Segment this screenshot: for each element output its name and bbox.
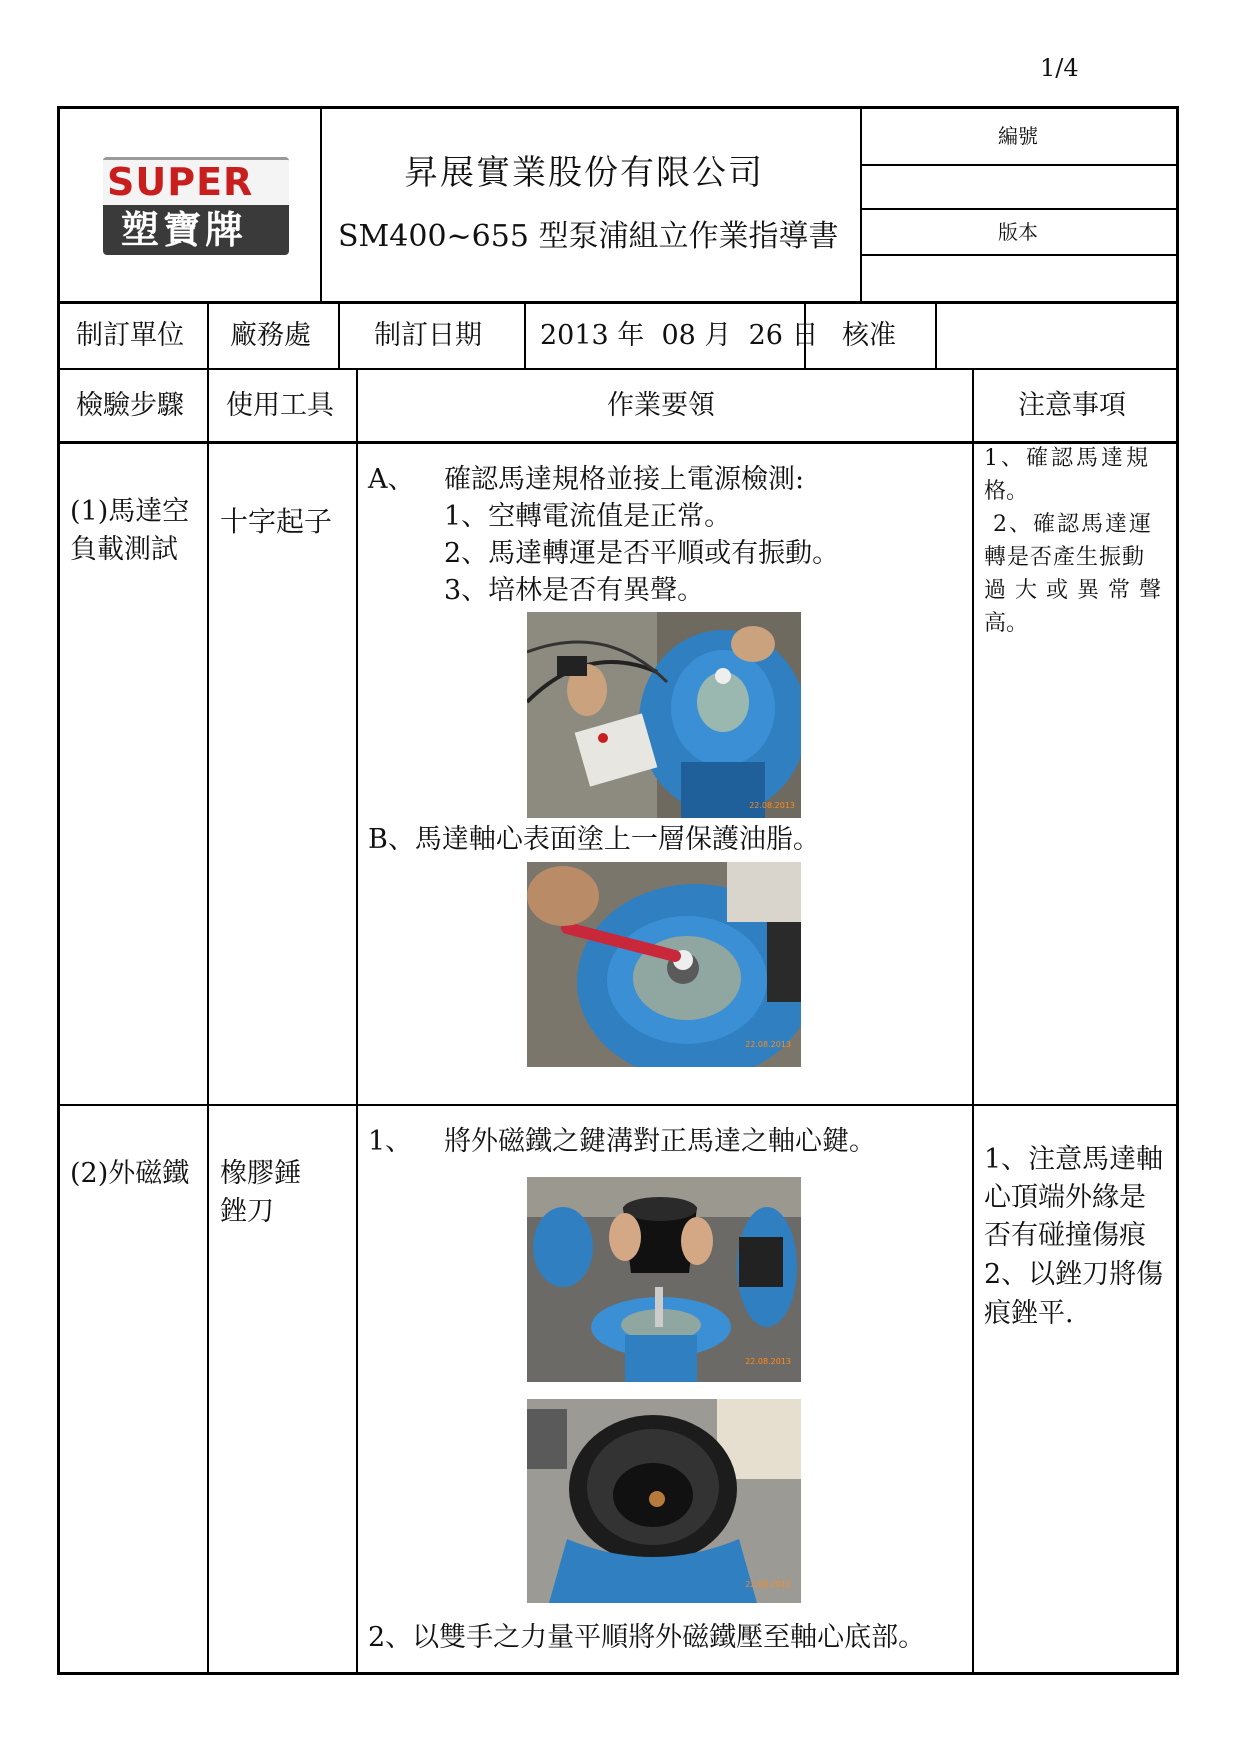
document-title: SM400~655 型泵浦組立作業指導書 [338,219,839,254]
unit-value: 廠務處 [230,320,311,351]
photo-date-stamp: 22.08.2013 [749,801,795,810]
row1-note-5: 過大或異常聲 [984,578,1171,603]
row1-a-title: 確認馬達規格並接上電源檢測: [444,464,805,495]
col-header-tools: 使用工具 [226,390,334,421]
row1-note-6: 高。 [984,611,1029,636]
logo-brand-zh: 塑寶牌 [121,208,248,252]
row1-note-3: 2、確認馬達運 [984,512,1153,537]
row1-step-line2: 負載測試 [70,534,178,565]
row1-a-item3: 3、培林是否有異聲。 [444,575,705,606]
photo-magnet-align [527,1177,801,1382]
col-header-notes: 注意事項 [1018,390,1126,421]
row1-a-item2: 2、馬達轉運是否平順或有振動。 [444,538,840,569]
col-header-instructions: 作業要領 [607,390,715,421]
row1-note-4: 轉是否產生振動 [984,545,1146,570]
photo-grease-shaft [527,862,801,1067]
row1-step-line1: (1)馬達空 [70,496,190,527]
photo-date-stamp: 22.08.2013 [745,1357,791,1366]
row1-a-item1: 1、空轉電流值是正常。 [444,501,732,532]
row2-note-3: 否有碰撞傷痕 [984,1220,1146,1251]
row1-b-text: B、馬達軸心表面塗上一層保護油脂。 [368,824,820,855]
photo-date-stamp: 22.08.2013 [745,1580,791,1589]
row2-item1-text: 將外磁鐵之鍵溝對正馬達之軸心鍵。 [444,1126,876,1157]
approve-label: 核准 [842,320,896,351]
row1-tool: 十字起子 [220,505,333,538]
row2-item2-text: 2、以雙手之力量平順將外磁鐵壓至軸心底部。 [368,1622,926,1653]
date-label: 制訂日期 [374,320,482,351]
row2-step: (2)外磁鐵 [70,1158,190,1189]
company-name: 昇展實業股份有限公司 [404,153,764,193]
row2-note-5: 痕銼平. [984,1298,1074,1329]
unit-label: 制訂單位 [76,320,184,351]
photo-date-stamp: 22.08.2013 [745,1040,791,1049]
row2-note-1: 1、注意馬達軸 [984,1144,1164,1175]
logo-brand-en: SUPER [107,160,254,204]
row1-note-2: 格。 [984,479,1029,504]
page-number: 1/4 [1040,54,1079,82]
row2-note-4: 2、以銼刀將傷 [984,1259,1164,1290]
date-value: 2013 年 08 月 26 日 [540,320,819,351]
company-logo [103,157,289,255]
row1-a-prefix: A、 [368,464,415,495]
col-header-step: 檢驗步驟 [76,390,184,421]
version-label: 版本 [998,220,1038,244]
number-label: 編號 [998,124,1038,148]
photo-motor-test [527,612,801,818]
row2-item1-prefix: 1、 [368,1126,413,1157]
row2-note-2: 心頂端外緣是 [984,1182,1146,1213]
row2-tool-1: 橡膠錘 [220,1158,301,1189]
row2-tool-2: 銼刀 [220,1196,274,1227]
row1-note-1: 1、確認馬達規 [984,446,1151,471]
photo-magnet-seated [527,1399,801,1603]
